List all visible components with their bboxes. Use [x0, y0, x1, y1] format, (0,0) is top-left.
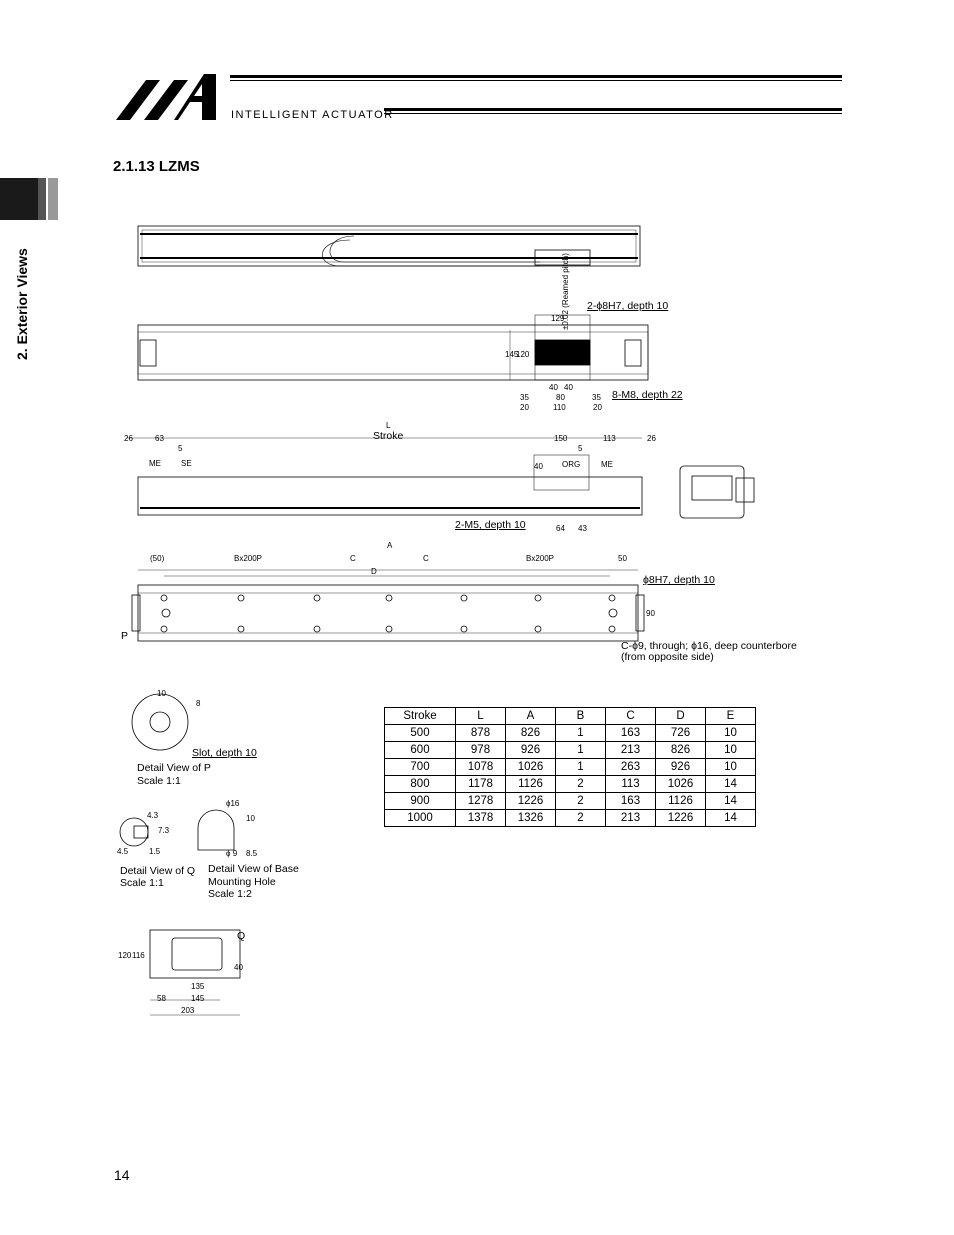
- dim-phi9: ϕ 9: [226, 849, 238, 858]
- table-cell: 1278: [456, 793, 506, 810]
- side-tab-block: [0, 178, 38, 220]
- header-rule-3: [384, 108, 842, 111]
- table-row: [385, 810, 756, 827]
- label-m8: 8-M8, depth 22: [612, 389, 683, 401]
- label-hole-8h7: 2-ϕ8H7, depth 10: [587, 300, 669, 312]
- table-cell: 2: [556, 793, 606, 810]
- dim-e116: 116: [132, 951, 145, 960]
- dim-35a: 35: [520, 393, 529, 402]
- table-cell: 1: [556, 742, 606, 759]
- label-detail-q: Detail View of Q: [120, 865, 196, 877]
- table-cell: 1078: [456, 759, 506, 776]
- dim-120: 120: [516, 350, 530, 359]
- label-m5: 2-M5, depth 10: [455, 519, 526, 531]
- brand-name: INTELLIGENT ACTUATOR: [231, 109, 394, 121]
- table-cell: 14: [706, 776, 756, 793]
- end-view-bottom: [150, 930, 240, 978]
- dim-5a: 5: [178, 444, 183, 453]
- dim-43: 43: [578, 524, 587, 533]
- dim-10b: 10: [246, 814, 255, 823]
- dim-5b: 5: [578, 444, 583, 453]
- table-cell: 826: [506, 725, 556, 742]
- side-tab-stripe-light: [48, 178, 58, 220]
- label-c1: C: [350, 554, 356, 563]
- table-cell: 926: [656, 759, 706, 776]
- table-cell: 10: [706, 742, 756, 759]
- header-rule-2: [230, 80, 842, 81]
- table-cell: 213: [606, 810, 656, 827]
- table-cell: 1226: [656, 810, 706, 827]
- table-cell: 926: [506, 742, 556, 759]
- dim-40a: 40: [549, 383, 558, 392]
- label-me-left: ME: [149, 459, 161, 468]
- table-cell: 726: [656, 725, 706, 742]
- label-counterbore: C-ϕ9, through; ϕ16, deep counterbore: [621, 640, 797, 652]
- label-b1: Bx200P: [234, 554, 263, 563]
- table-cell: 10: [706, 725, 756, 742]
- label-c2: C: [423, 554, 429, 563]
- dim-50b: 50: [618, 554, 627, 563]
- table-cell: 1: [556, 759, 606, 776]
- dim-e135: 135: [191, 982, 205, 991]
- table-cell: 1326: [506, 810, 556, 827]
- dim-e145: 145: [191, 994, 205, 1003]
- dim-80: 80: [556, 393, 565, 402]
- label-me-right: ME: [601, 460, 613, 469]
- label-counterbore-2: (from opposite side): [621, 651, 714, 663]
- table-cell: 900: [385, 793, 456, 810]
- table-cell: 263: [606, 759, 656, 776]
- table-cell: 600: [385, 742, 456, 759]
- table-header-cell: A: [506, 708, 556, 725]
- dim-63: 63: [155, 434, 164, 443]
- dim-26a: 26: [124, 434, 133, 443]
- dim-40: 40: [534, 462, 543, 471]
- end-view-body: [680, 466, 744, 518]
- label-d: D: [371, 567, 377, 576]
- dim-4-5: 4.5: [117, 847, 129, 856]
- table-cell: 826: [656, 742, 706, 759]
- table-cell: 700: [385, 759, 456, 776]
- dim-90: 90: [646, 609, 655, 618]
- label-stroke: Stroke: [373, 430, 404, 442]
- table-header-cell: D: [656, 708, 706, 725]
- table-cell: 14: [706, 793, 756, 810]
- page-number: 14: [114, 1167, 130, 1183]
- header-rule-top: [230, 75, 842, 78]
- label-detail-p: Detail View of P: [137, 762, 211, 774]
- label-detail-q-scale: Scale 1:1: [120, 877, 164, 889]
- dim-113: 113: [603, 434, 616, 443]
- front-view-body: [138, 477, 642, 515]
- table-row: [385, 742, 756, 759]
- dim-8: 8: [196, 699, 201, 708]
- side-tab-stripe-mid: [38, 178, 46, 220]
- table-header-cell: B: [556, 708, 606, 725]
- label-se: SE: [181, 459, 192, 468]
- label-detail-base-2: Mounting Hole: [208, 876, 276, 888]
- label-b2: Bx200P: [526, 554, 555, 563]
- label-detail-base-scale: Scale 1:2: [208, 888, 252, 900]
- stroke-dimension-table: [384, 707, 756, 827]
- sidebar-section-label: 2. Exterior Views: [14, 248, 30, 360]
- dim-64: 64: [556, 524, 565, 533]
- table-row: [385, 725, 756, 742]
- table-cell: 978: [456, 742, 506, 759]
- table-cell: 1026: [506, 759, 556, 776]
- table-cell: 1378: [456, 810, 506, 827]
- dim-145: 145: [505, 350, 519, 359]
- table-cell: 500: [385, 725, 456, 742]
- table-header-cell: C: [606, 708, 656, 725]
- table-row: [385, 776, 756, 793]
- table-cell: 1: [556, 725, 606, 742]
- detail-p-circle: [132, 694, 188, 750]
- detail-base-hole: [198, 810, 234, 850]
- table-cell: 800: [385, 776, 456, 793]
- table-cell: 1178: [456, 776, 506, 793]
- dim-e58: 58: [157, 994, 166, 1003]
- table-cell: 2: [556, 810, 606, 827]
- table-cell: 163: [606, 725, 656, 742]
- exterior-drawing: [110, 210, 830, 1030]
- dim-40b: 40: [564, 383, 573, 392]
- dim-110: 110: [553, 403, 566, 412]
- dim-26b: 26: [647, 434, 656, 443]
- label-slot: Slot, depth 10: [192, 747, 257, 759]
- table-cell: 1226: [506, 793, 556, 810]
- dim-phi16: ϕ16: [226, 799, 240, 808]
- dim-150: 150: [554, 434, 568, 443]
- dim-4-3: 4.3: [147, 811, 159, 820]
- table-cell: 1126: [506, 776, 556, 793]
- dim-e203: 203: [181, 1006, 195, 1015]
- label-q: Q: [237, 930, 246, 942]
- table-row: [385, 759, 756, 776]
- table-cell: 878: [456, 725, 506, 742]
- table-header-cell: E: [706, 708, 756, 725]
- label-org: ORG: [562, 460, 581, 469]
- label-reamed: ±0.02 (Reamed pitch): [561, 253, 570, 330]
- table-cell: 1000: [385, 810, 456, 827]
- bottom-view-body: [138, 585, 638, 641]
- dim-e120: 120: [118, 951, 132, 960]
- table-header-cell: L: [456, 708, 506, 725]
- label-phi8-single: ϕ8H7, depth 10: [643, 574, 715, 586]
- dim-10: 10: [157, 689, 166, 698]
- table-cell: 113: [606, 776, 656, 793]
- table-cell: 10: [706, 759, 756, 776]
- dim-1-5: 1.5: [149, 847, 161, 856]
- table-cell: 2: [556, 776, 606, 793]
- dim-35b: 35: [592, 393, 601, 402]
- dim-8-5: 8.5: [246, 849, 258, 858]
- label-detail-p-scale: Scale 1:1: [137, 775, 181, 787]
- table-cell: 163: [606, 793, 656, 810]
- iai-logo: [116, 72, 228, 122]
- dim-e40: 40: [234, 963, 243, 972]
- label-detail-base: Detail View of Base: [208, 863, 299, 875]
- table-cell: 14: [706, 810, 756, 827]
- label-l: L: [386, 421, 391, 430]
- dim-20a: 20: [520, 403, 529, 412]
- table-header-cell: Stroke: [385, 708, 456, 725]
- dim-7-3: 7.3: [158, 826, 170, 835]
- header-rule-4: [384, 113, 842, 114]
- table-cell: 1026: [656, 776, 706, 793]
- label-p: P: [121, 630, 129, 642]
- table-cell: 213: [606, 742, 656, 759]
- dim-20b: 20: [593, 403, 602, 412]
- table-header-row: [385, 708, 756, 725]
- table-cell: 1126: [656, 793, 706, 810]
- dim-129: 129: [551, 314, 565, 323]
- table-row: [385, 793, 756, 810]
- section-title: 2.1.13 LZMS: [113, 158, 200, 175]
- dim-50a: (50): [150, 554, 165, 563]
- label-a: A: [387, 541, 393, 550]
